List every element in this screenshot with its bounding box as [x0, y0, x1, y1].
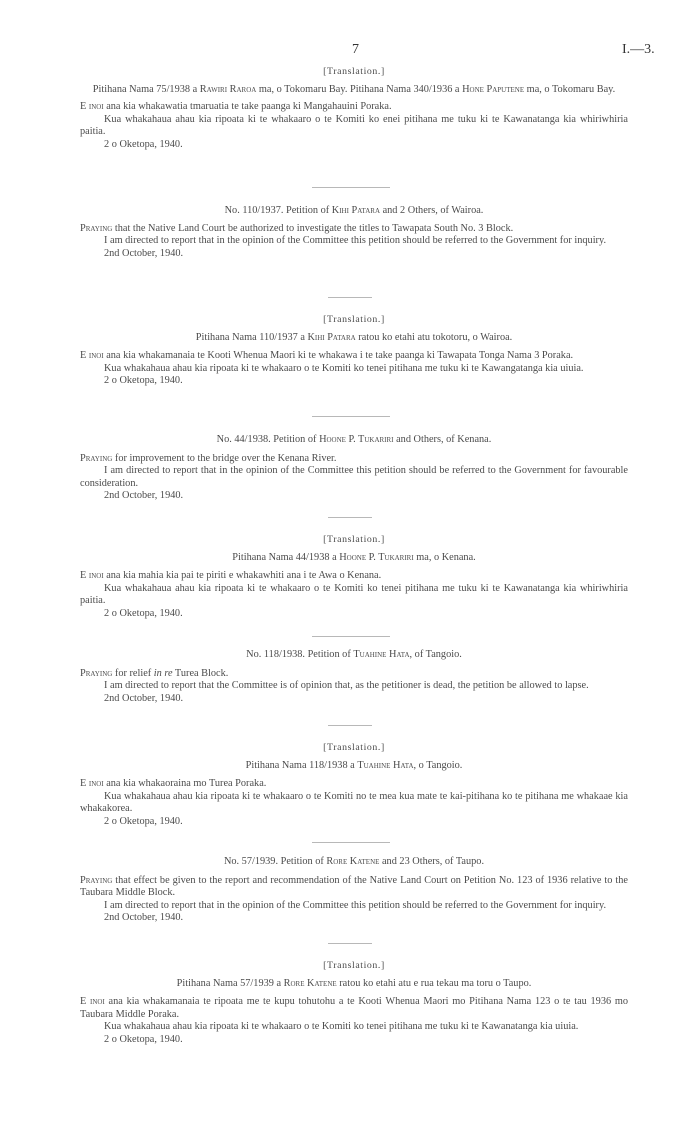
petition-title: Pitihana Nama 75/1938 a Rawiri Raroa ma, o Tokomaru Bay. Pitihana Nama 340/1936 a Hone Paputene ma, o Tokomaru Bay. [92, 83, 616, 95]
prayer-text: E inoi ana kia mahia kia pai te piriti e whakawhiti ana i te Awa o Kenana. [80, 570, 382, 582]
section-divider [328, 297, 372, 298]
date-line: 2 o Oketopa, 1940. [104, 815, 183, 827]
report-text: Kua whakahaua ahau kia ripoata ki te whakaaro o te Komiti no te mea kua mate te kai-pitihana ko te pitihana me whakaae kia whakakorea. [80, 790, 628, 815]
report-text: Kua whakahaua ahau kia ripoata ki te whakaaro o te Komiti ko enei pitihana me tuku ki te Kawanatanga kia whiriwhiria paitia. [80, 113, 628, 138]
petitioner-name: Hoone P. Tukariri [339, 551, 414, 563]
report-text: I am directed to report that in the opinion of the Committee this petition should be referred to the Government for favourable consideration. [80, 465, 628, 489]
petition-section [80, 434, 628, 503]
page-number: 7 [352, 42, 359, 57]
report-text: I am directed to report that the Committee is of opinion that, as the petitioner is dead, the petition be allowed to lapse. [104, 680, 589, 692]
petitioner-name: Rawiri Raroa [199, 83, 257, 95]
petition-title: No. 118/1938. Petition of Tuahine Hata, of Tangoio. [246, 649, 462, 660]
petition-title: Pitihana Nama 118/1938 a Tuahine Hata, o Tangoio. [245, 759, 463, 771]
petition-section [80, 649, 628, 705]
prayer-text: E inoi ana kia whakaoraina mo Turea Poraka. [80, 778, 267, 790]
translation-label: [Translation.] [323, 742, 385, 753]
section-divider [328, 943, 372, 944]
report-text: Kua whakahaua ahau kia ripoata ki te whakaaro o te Komiti ko tenei pitihana me tuku ki te Kawangatanga kia uiuia. [104, 362, 584, 374]
prayer-text: Praying that effect be given to the report and recommendation of the Native Land Court on Petition No. 123 of 1936 relative to the Taubara Middle Block. [80, 874, 628, 899]
date-line: 2 o Oketopa, 1940. [104, 1033, 183, 1045]
date-line: 2nd October, 1940. [104, 247, 184, 259]
petitioner-name: Kihi Patara [331, 205, 381, 216]
translation-section [80, 314, 628, 388]
date-line: 2 o Oketopa, 1940. [104, 138, 183, 150]
date-line: 2nd October, 1940. [104, 490, 184, 502]
translation-section [80, 66, 628, 152]
petitioner-name: Kihi Patara [307, 331, 356, 343]
report-text: I am directed to report that in the opinion of the Committee this petition should be referred to the Government for inquiry. [104, 899, 607, 911]
prayer-text: E inoi ana kia whakamanaia te Kooti Whenua Maori ki te whakawa i te take paanga ki Tawapata Tonga Nama 3 Poraka. [80, 350, 574, 362]
report-text: Kua whakahaua ahau kia ripoata ki te whakaaro o te Komiti ko tenei pitihana me tuku ki te Kawanatanga kia uiuia. [104, 1021, 579, 1033]
translation-label: [Translation.] [323, 314, 385, 325]
prayer-text: E inoi ana kia whakamanaia te ripoata me te kupu tohutohu a te Kooti Whenua Maori mo Pitihana Nama 123 o te tau 1936 mo Taubara Middle Poraka. [80, 996, 629, 1020]
section-divider [328, 517, 372, 518]
petitioner-name: Hoone P. Tukariri [319, 434, 394, 445]
report-text: I am directed to report that in the opinion of the Committee this petition should be referred to the Government for inquiry. [104, 235, 607, 247]
section-divider [312, 842, 390, 843]
prayer-text: Praying for improvement to the bridge over the Kenana River. [80, 452, 337, 464]
translation-label: [Translation.] [323, 534, 385, 545]
section-divider [312, 187, 390, 188]
prayer-text: E inoi ana kia whakawatia tmaruatia te take paanga ki Mangahauini Poraka. [80, 101, 392, 113]
document-reference: I.—3. [622, 42, 655, 57]
translation-label: [Translation.] [323, 960, 385, 971]
petition-title: No. 57/1939. Petition of Rore Katene and 23 Others, of Taupo. [223, 856, 485, 867]
petition-title: Pitihana Nama 44/1938 a Hoone P. Tukariri ma, o Kenana. [232, 551, 476, 563]
petition-title: Pitihana Nama 57/1939 a Rore Katene ratou ko etahi atu e rua tekau ma toru o Taupo. [176, 977, 532, 989]
report-text: Kua whakahaua ahau kia ripoata ki te whakaaro o te Komiti ko tenei pitihana me tuku ki te Kawanatanga kia whiriwhiria paitia. [80, 582, 628, 607]
date-line: 2nd October, 1940. [104, 692, 184, 704]
petitioner-name: Hone Paputene [462, 83, 525, 95]
translation-section [80, 742, 628, 829]
petition-section [80, 205, 628, 260]
section-divider [312, 636, 390, 637]
petition-section [80, 856, 628, 925]
translation-section [80, 534, 628, 621]
petitioner-name: Tuahine Hata [357, 759, 414, 771]
section-divider [312, 416, 390, 417]
petitioner-name: Rore Katene [283, 977, 337, 989]
petition-title: No. 44/1938. Petition of Hoone P. Tukariri and Others, of Kenana. [216, 434, 492, 445]
translation-label: [Translation.] [323, 66, 385, 77]
translation-section [80, 960, 628, 1047]
date-line: 2 o Oketopa, 1940. [104, 607, 183, 619]
prayer-text: Praying for relief in re Turea Block. [80, 667, 229, 679]
petition-title: No. 110/1937. Petition of Kihi Patara and 2 Others, of Wairoa. [224, 205, 484, 216]
prayer-text: Praying that the Native Land Court be authorized to investigate the titles to Tawapata South No. 3 Block. [80, 222, 514, 234]
date-line: 2 o Oketopa, 1940. [104, 375, 183, 387]
section-divider [328, 725, 372, 726]
petitioner-name: Rore Katene [326, 856, 380, 867]
date-line: 2nd October, 1940. [104, 912, 184, 924]
petition-title: Pitihana Nama 110/1937 a Kihi Patara ratou ko etahi atu tokotoru, o Wairoa. [195, 331, 513, 343]
petitioner-name: Tuahine Hata [353, 649, 410, 660]
